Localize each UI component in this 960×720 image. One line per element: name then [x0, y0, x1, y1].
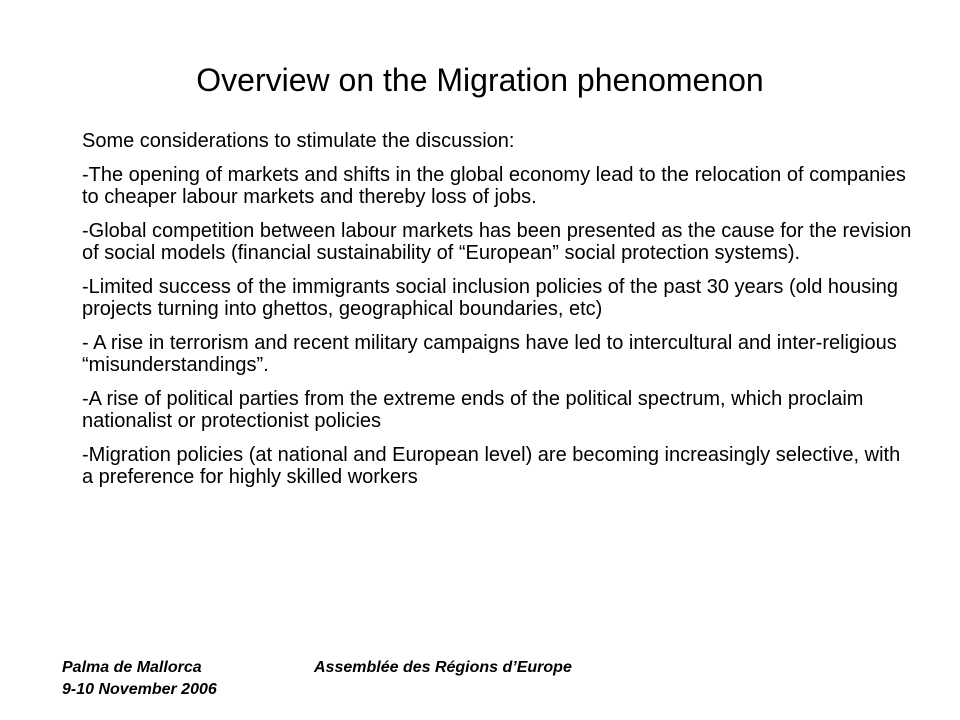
slide-content	[82, 130, 912, 500]
bullet-item: -Migration policies (at national and European level) are becoming increasingly selective, with a preference for highly skilled workers	[82, 444, 901, 488]
bullet-item: -The opening of markets and shifts in the global economy lead to the relocation of companies to cheaper labour markets and thereby loss of jobs.	[82, 164, 906, 208]
slide-title: Overview on the Migration phenomenon	[196, 62, 764, 98]
footer-location-date	[62, 657, 217, 701]
bullet-item: -Limited success of the immigrants social inclusion policies of the past 30 years (old housing projects turning into ghettos, geographical boundaries, etc)	[82, 276, 898, 320]
bullet-item: -A rise of political parties from the extreme ends of the political spectrum, which proclaim nationalist or protectionist policies	[82, 388, 864, 432]
bullet-item: - A rise in terrorism and recent military campaigns have led to intercultural and inter-religious “misunderstandings”.	[82, 332, 897, 376]
bullet-item: -Global competition between labour markets has been presented as the cause for the revision of social models (financial sustainability of “European” social protection systems).	[82, 220, 912, 264]
footer-organization: Assemblée des Régions d’Europe	[314, 659, 572, 676]
footer-location: Palma de Mallorca	[62, 659, 202, 676]
intro-text: Some considerations to stimulate the discussion:	[82, 130, 515, 152]
footer-date: 9-10 November 2006	[62, 681, 217, 698]
